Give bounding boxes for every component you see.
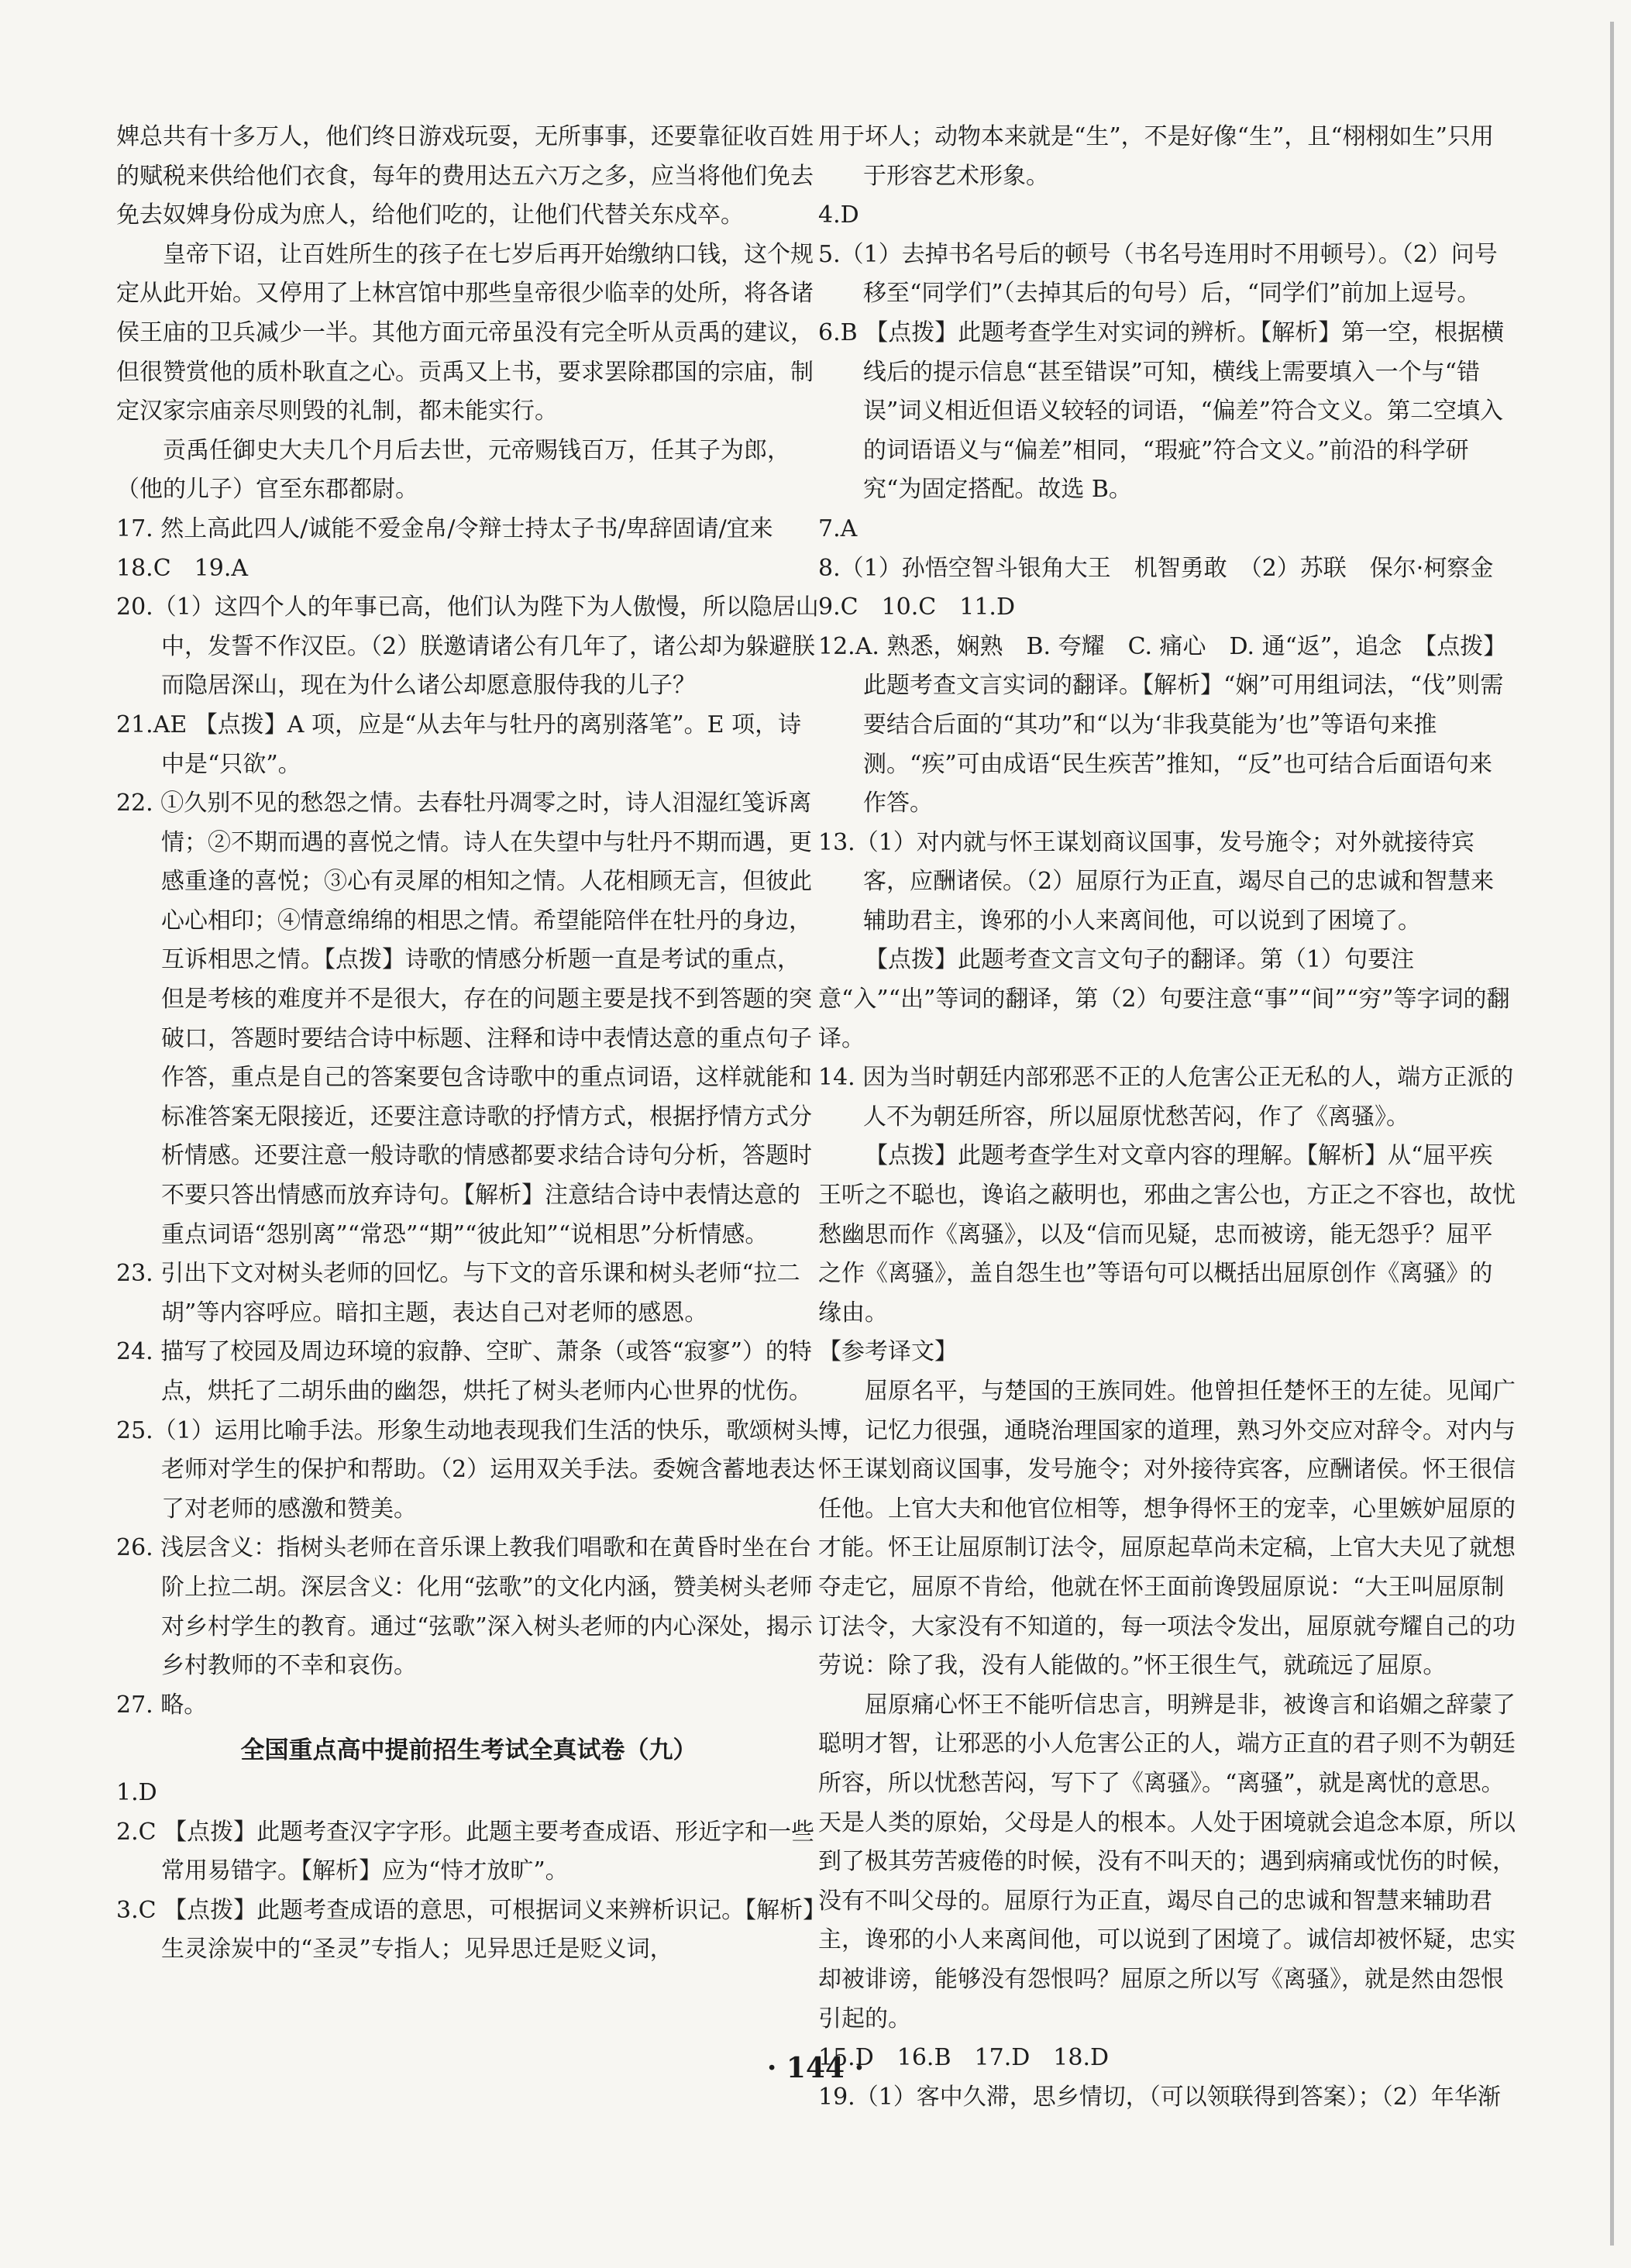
answer-paragraph: 9.C 10.C 11.D bbox=[818, 594, 1016, 621]
answer-paragraph: 【点拨】此题考查文言文句子的翻译。第（1）句要注意“入”“出”等词的翻译，第（2）句要注意“事”“间”“穷”等字词的翻译。 bbox=[818, 946, 1510, 1052]
page-edge-mark bbox=[1610, 22, 1614, 2246]
left-column bbox=[116, 118, 821, 1970]
answer-paragraph: 24. 描写了校园及周边环境的寂静、空旷、萧条（或答“寂寥”）的特点，烘托了二胡乐曲的幽怨，烘托了树头老师内心世界的忧伤。 bbox=[116, 1338, 812, 1405]
answer-paragraph: 2.C 【点拨】此题考查汉字字形。此题主要考查成语、形近字和一些常用易错字。【解析】应为“恃才放旷”。 bbox=[116, 1818, 815, 1885]
answer-paragraph: 18.C 19.A bbox=[116, 554, 249, 582]
answer-paragraph: 皇帝下诏，让百姓所生的孩子在七岁后再开始缴纳口钱，这个规定从此开始。又停用了上林宫馆中那些皇帝很少临幸的处所，将各诸侯王庙的卫兵减少一半。其他方面元帝虽没有完全听从贡禹的建议，但很赞赏他的质朴耿直之心。贡禹又上书，要求罢除郡国的宗庙，制定汉家宗庙亲尽则毁的礼制，都未能实行。 bbox=[116, 240, 814, 425]
answer-paragraph: 贡禹任御史大夫几个月后去世，元帝赐钱百万，任其子为郎，（他的儿子）官至东郡都尉。 bbox=[116, 436, 790, 504]
answer-paragraph: 用于坏人；动物本来就是“生”，不是好像“生”，且“栩栩如生”只用于形容艺术形象。 bbox=[818, 123, 1495, 190]
answer-paragraph: 15.D 16.B 17.D 18.D bbox=[818, 2044, 1110, 2072]
answer-paragraph: 屈原名平，与楚国的王族同姓。他曾担任楚怀王的左徒。见闻广博，记忆力很强，通晓治理国家的道理，熟习外交应对辞令。对内与怀王谋划商议国事，发号施令；对外接待宾客，应酬诸侯。怀王很信任他。上官大夫和他官位相等，想争得怀王的宠幸，心里嫉妒屈原的才能。怀王让屈原制订法令，屈原起草尚未定稿，上官大夫见了就想夺走它，屈原不肯给，他就在怀王面前谗毁屈原说：“大王叫屈原制订法令，大家没有不知道的，每一项法令发出，屈原就夸耀自己的功劳说：除了我，没有人能做的。”怀王很生气，就疏远了屈原。 bbox=[818, 1378, 1516, 1680]
answer-paragraph: 14. 因为当时朝廷内部邪恶不正的人危害公正无私的人，端方正派的人不为朝廷所容，所以屈原忧愁苦闷，作了《离骚》。 bbox=[818, 1064, 1514, 1131]
answer-paragraph: 12.A. 熟悉，娴熟 B. 夸耀 C. 痛心 D. 通“返”，追念 【点拨】此题考查文言实词的翻译。【解析】“娴”可用组词法，“伐”则需要结合后面的“其功”和“以为‘非我莫能为’也”等语句来推测。“疾”可由成语“民生疾苦”推知，“反”也可结合后面语句来作答。 bbox=[818, 632, 1507, 817]
answer-paragraph: 【点拨】此题考查学生对文章内容的理解。【解析】从“屈平疾王听之不聪也，谗谄之蔽明也，邪曲之害公也，方正之不容也，故忧愁幽思而作《离骚》，以及“信而见疑，忠而被谤，能无怨乎？屈平之作《离骚》，盖自怨生也”等语句可以概括出屈原创作《离骚》的缘由。 bbox=[818, 1142, 1516, 1327]
answer-paragraph: 17. 然上高此四人/诚能不爱金帛/令辩士持太子书/卑辞固请/宜来 bbox=[116, 515, 773, 542]
answer-paragraph: 23. 引出下文对树头老师的回忆。与下文的音乐课和树头老师“拉二胡”等内容呼应。暗扣主题，表达自己对老师的感恩。 bbox=[116, 1260, 800, 1327]
answer-paragraph: 3.C 【点拨】此题考查成语的意思，可根据词义来辨析识记。【解析】生灵涂炭中的“圣灵”专指人；见异思迁是贬义词， bbox=[116, 1896, 815, 1963]
answer-paragraph: 13.（1）对内就与怀王谋划商议国事，发号施令；对外就接待宾客，应酬诸侯。（2）屈原行为正直，竭尽自己的忠诚和智慧来辅助君主，谗邪的小人来离间他，可以说到了困境了。 bbox=[818, 828, 1495, 934]
answer-paragraph: 20.（1）这四个人的年事已高，他们认为陛下为人傲慢，所以隐居山中，发誓不作汉臣。（2）朕邀请诸公有几年了，诸公却为躲避朕而隐居深山，现在为什么诸公却愿意服侍我的儿子？ bbox=[116, 594, 819, 700]
answer-paragraph: 19.（1）客中久滞，思乡情切，（可以领联得到答案）；（2）年华渐 bbox=[818, 2083, 1501, 2111]
answer-paragraph: 27. 略。 bbox=[116, 1691, 208, 1719]
section-title: 全国重点高中提前招生考试全真试卷（九） bbox=[240, 1736, 697, 1765]
answer-paragraph: 5.（1）去掉书名号后的顿号（书名号连用时不用顿号）。（2）问号移至“同学们”（去掉其后的句号）后，“同学们”前加上逗号。 bbox=[818, 240, 1498, 308]
answer-paragraph: 26. 浅层含义：指树头老师在音乐课上教我们唱歌和在黄昏时坐在台阶上拉二胡。深层含义：化用“弦歌”的文化内涵，赞美树头老师对乡村学生的教育。通过“弦歌”深入树头老师的内心深处，揭示乡村教师的不幸和哀伤。 bbox=[116, 1534, 813, 1680]
answer-paragraph: 4.D bbox=[818, 201, 859, 229]
answer-paragraph: 8.（1）孙悟空智斗银角大王 机智勇敢 （2）苏联 保尔·柯察金 bbox=[818, 554, 1494, 582]
answer-paragraph: 22. ①久别不见的愁怨之情。去春牡丹凋零之时，诗人泪湿红笺诉离情；②不期而遇的喜悦之情。诗人在失望中与牡丹不期而遇，更感重逢的喜悦；③心有灵犀的相知之情。人花相顾无言，但彼此心心相印；④情意绵绵的相思之情。希望能陪伴在牡丹的身边，互诉相思之情。【点拨】诗歌的情感分析题一直是考试的重点，但是考核的难度并不是很大，存在的问题主要是找不到答题的突破口，答题时要结合诗中标题、注释和诗中表情达意的重点句子作答，重点是自己的答案要包含诗歌中的重点词语，这样就能和标准答案无限接近，还要注意诗歌的抒情方式，根据抒情方式分析情感。还要注意一般诗歌的情感都要求结合诗句分析，答题时不要只答出情感而放弃诗句。【解析】注意结合诗中表情达意的重点词语“怨别离”“常恐”“期”“彼此知”“说相思”分析情感。 bbox=[116, 790, 812, 1248]
answer-paragraph: 婢总共有十多万人，他们终日游戏玩耍，无所事事，还要靠征收百姓的赋税来供给他们衣食，每年的费用达五六万之多，应当将他们免去免去奴婢身份成为庶人，给他们吃的，让他们代替关东戍卒。 bbox=[116, 123, 814, 229]
answer-paragraph: 【参考译文】 bbox=[818, 1338, 958, 1366]
answer-paragraph: 屈原痛心怀王不能听信忠言，明辨是非，被谗言和谄媚之辞蒙了聪明才智，让邪恶的小人危害公正的人，端方正直的君子则不为朝廷所容，所以忧愁苦闷，写下了《离骚》。“离骚”，就是离忧的意思。天是人类的原始，父母是人的根本。人处于困境就会追念本原，所以到了极其劳苦疲倦的时候，没有不叫天的；遇到病痛或忧伤的时候，没有不叫父母的。屈原行为正直，竭尽自己的忠诚和智慧来辅助君主，谗邪的小人来离间他，可以说到了困境了。诚信却被怀疑，忠实却被诽谤，能够没有怨恨吗？屈原之所以写《离骚》，就是然由怨恨引起的。 bbox=[818, 1691, 1516, 2032]
answer-paragraph: 1.D bbox=[116, 1778, 157, 1806]
answer-paragraph: 6.B 【点拨】此题考查学生对实词的辨析。【解析】第一空，根据横线后的提示信息“甚至错误”可知，横线上需要填入一个与“错误”词义相近但语义较轻的词语，“偏差”符合文义。第二空填入的词语语义与“偏差”相同，“瑕疵”符合文义。”前沿的科学研究“为固定搭配。故选 B。 bbox=[818, 318, 1505, 504]
answer-paragraph: 25.（1）运用比喻手法。形象生动地表现我们生活的快乐，歌颂树头老师对学生的保护和帮助。（2）运用双关手法。委婉含蓄地表达了对老师的感激和赞美。 bbox=[116, 1416, 819, 1523]
page-number: · 144 · bbox=[766, 2052, 865, 2084]
answer-paragraph: 7.A bbox=[818, 515, 858, 542]
answer-paragraph: 21.AE 【点拨】A 项，应是“从去年与牡丹的离别落笔”。E 项，诗中是“只欲”。 bbox=[116, 711, 802, 778]
right-column bbox=[818, 118, 1516, 2117]
